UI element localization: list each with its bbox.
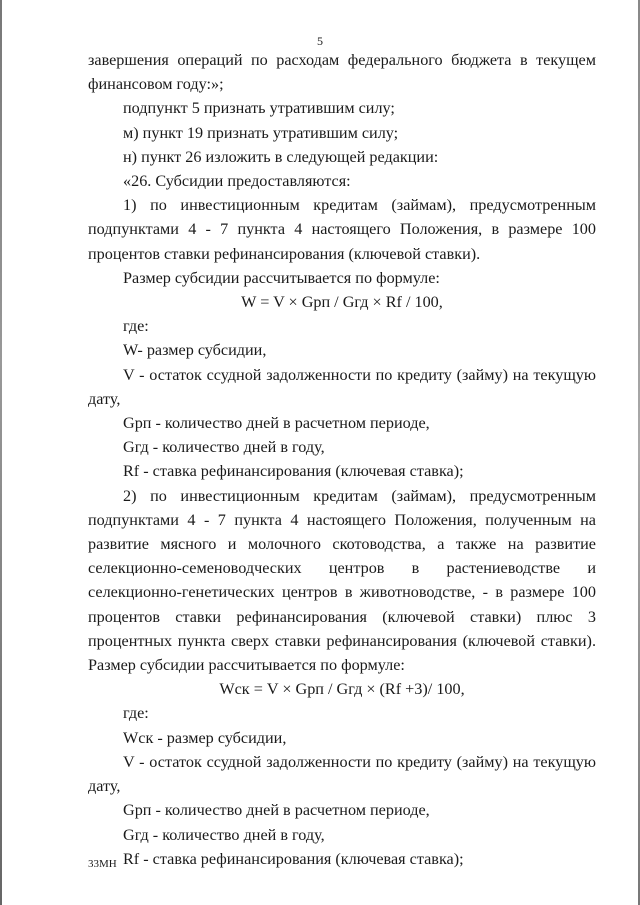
document-code: 33МН: [88, 858, 117, 870]
page-number: 5: [317, 34, 323, 48]
definition-line: Gгд - количество дней в году,: [123, 825, 325, 844]
scan-edge-left: [0, 0, 2, 905]
paragraph: «26. Субсидии предоставляются:: [123, 172, 351, 191]
formula-2: Wск = V × Gрп / Gгд × (Rf +3)/ 100,: [219, 680, 465, 699]
paragraph: подпункт 5 признать утратившим силу;: [123, 99, 395, 118]
definition-line: W- размер субсидии,: [123, 341, 267, 360]
definition-line: Rf - ставка рефинансирования (ключевая ставка);: [123, 462, 464, 481]
paragraph: 1) по инвестиционным кредитам (займам), предусмотренным подпунктами 4 - 7 пункта 4 настоящего Положения, в размере 100 процентов ставки рефинансирования (ключевой ставки).: [88, 196, 596, 263]
paragraph: н) пункт 26 изложить в следующей редакции:: [123, 147, 439, 166]
definition-line: Rf - ставка рефинансирования (ключевая ставка);: [123, 849, 464, 868]
definition-line: где:: [123, 704, 149, 723]
formula-1: W = V × Gрп / Gгд × Rf / 100,: [241, 293, 443, 312]
definition-line: Gрп - количество дней в расчетном периоде,: [123, 801, 430, 820]
paragraph: 2) по инвестиционным кредитам (займам), предусмотренным подпунктами 4 - 7 пункта 4 настоящего Положения, полученным на развитие мясного и молочного скотоводства, а также на развитие селекционно-семеноводческих центров в растениеводстве и селекционно-генетических центров в животноводстве, - в размере 100 процентов ставки рефинансирования (ключевой ставки) плюс 3 процентных пункта сверх ставки рефинансирования (ключевой ставки). Размер субсидии рассчитывается по формуле:: [88, 486, 596, 675]
paragraph: м) пункт 19 признать утратившим силу;: [123, 123, 399, 142]
definition-line: Wск - размер субсидии,: [123, 728, 287, 747]
definition-line: Gрп - количество дней в расчетном периоде,: [123, 414, 430, 433]
definition-line: V - остаток ссудной задолженности по кредиту (займу) на текущую дату,: [88, 752, 596, 796]
document-body: [88, 48, 596, 871]
paragraph: завершения операций по расходам федерального бюджета в текущем финансовом году:»;: [88, 51, 596, 94]
definition-line: Gгд - количество дней в году,: [123, 438, 325, 457]
paragraph: Размер субсидии рассчитывается по формуле:: [123, 268, 440, 287]
definition-line: V - остаток ссудной задолженности по кредиту (займу) на текущую дату,: [88, 365, 596, 408]
definition-line: где:: [123, 317, 149, 336]
